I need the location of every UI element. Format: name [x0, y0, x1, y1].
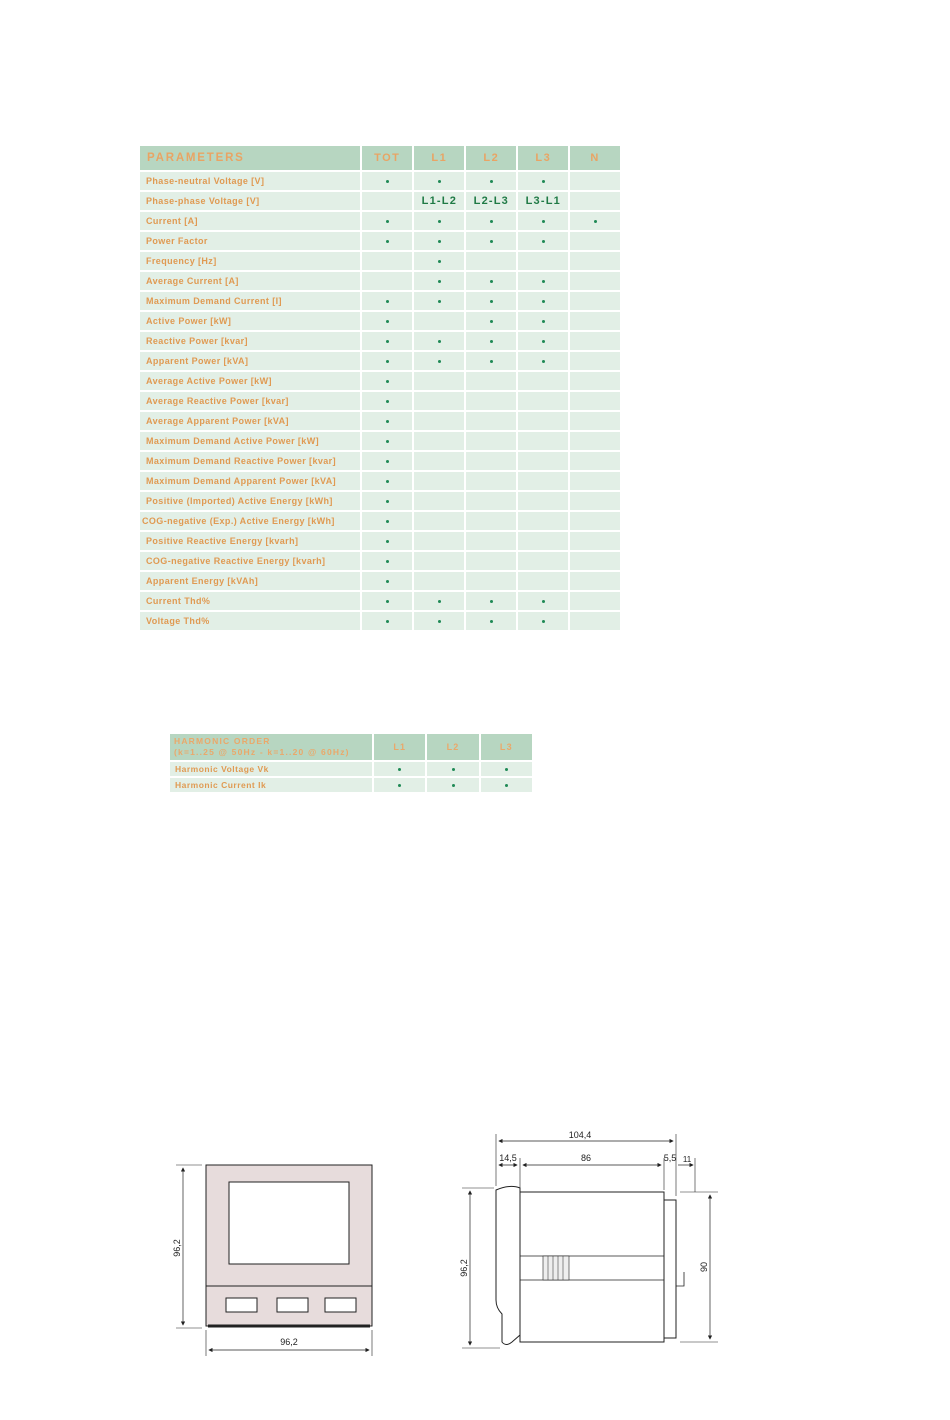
check-dot — [438, 360, 441, 363]
table-row — [140, 412, 620, 430]
row-label: Maximum Demand Current [I] — [140, 292, 360, 310]
check-dot — [386, 240, 389, 243]
harmonic-header-l2: L2 — [427, 734, 478, 760]
check-dot — [386, 300, 389, 303]
check-dot — [438, 260, 441, 263]
table-row — [140, 592, 620, 610]
row-label: COG-negative Reactive Energy [kvarh] — [140, 552, 360, 570]
harmonic-header-l3: L3 — [481, 734, 532, 760]
table-row — [140, 292, 620, 310]
table-row — [140, 212, 620, 230]
row-label: Phase-phase Voltage [V] — [140, 192, 360, 210]
side-total-depth-label: 104,4 — [568, 1130, 592, 1140]
row-label: Active Power [kW] — [140, 312, 360, 330]
check-dot — [438, 600, 441, 603]
parameters-header-row — [140, 146, 620, 170]
table-row — [140, 272, 620, 290]
row-label: Harmonic Voltage Vk — [170, 762, 372, 776]
row-label: Power Factor — [140, 232, 360, 250]
check-dot — [386, 340, 389, 343]
check-dot — [490, 340, 493, 343]
row-label: Phase-neutral Voltage [V] — [140, 172, 360, 190]
check-dot — [386, 600, 389, 603]
table-row — [140, 572, 620, 590]
table-row — [140, 312, 620, 330]
check-dot — [490, 620, 493, 623]
check-dot — [438, 300, 441, 303]
check-dot — [490, 300, 493, 303]
table-row — [140, 252, 620, 270]
harmonic-header-row — [170, 734, 532, 760]
harmonic-order-header — [170, 734, 372, 760]
table-row — [140, 372, 620, 390]
harmonic-order-range: (k=1..25 @ 50Hz - k=1..20 @ 60Hz) — [174, 747, 350, 757]
check-dot — [438, 240, 441, 243]
check-dot — [386, 500, 389, 503]
check-dot — [542, 320, 545, 323]
phase-pair-l1-l2: L1-L2 — [421, 195, 458, 207]
check-dot — [542, 600, 545, 603]
phase-pair-l2-l3: L2-L3 — [473, 195, 509, 207]
row-label: Maximum Demand Apparent Power [kVA] — [140, 472, 360, 490]
side-front-depth-label: 14,5 — [499, 1153, 517, 1163]
row-label: Positive (Imported) Active Energy [kWh] — [140, 492, 360, 510]
check-dot — [542, 280, 545, 283]
check-dot — [490, 280, 493, 283]
side-rear-height-label: 90 — [699, 1261, 709, 1273]
check-dot — [490, 600, 493, 603]
table-row — [170, 762, 532, 776]
dimension-drawings — [150, 1120, 750, 1370]
check-dot — [438, 220, 441, 223]
check-dot — [386, 380, 389, 383]
check-dot — [386, 420, 389, 423]
check-dot — [386, 440, 389, 443]
phase-pair-l3-l1: L3-L1 — [525, 195, 561, 207]
check-dot — [386, 560, 389, 563]
table-row — [140, 352, 620, 370]
check-dot — [542, 360, 545, 363]
check-dot — [438, 180, 441, 183]
table-row — [140, 512, 620, 530]
table-row — [140, 432, 620, 450]
front-button — [277, 1298, 308, 1312]
table-row — [140, 472, 620, 490]
side-gap-label: 5,5 — [663, 1153, 677, 1163]
header-parameters: PARAMETERS — [140, 146, 360, 170]
check-dot — [386, 220, 389, 223]
table-row — [170, 778, 532, 792]
check-dot — [386, 620, 389, 623]
check-dot — [386, 400, 389, 403]
check-dot — [386, 520, 389, 523]
row-label: Apparent Power [kVA] — [140, 352, 360, 370]
front-view — [172, 1165, 372, 1356]
check-dot — [386, 180, 389, 183]
check-dot — [386, 580, 389, 583]
check-dot — [398, 784, 401, 787]
harmonic-table — [168, 732, 534, 794]
table-row — [140, 172, 620, 190]
front-button — [226, 1298, 257, 1312]
check-dot — [542, 620, 545, 623]
header-l1: L1 — [414, 146, 464, 170]
side-view — [459, 1130, 718, 1348]
check-dot — [542, 180, 545, 183]
check-dot — [490, 320, 493, 323]
row-label: Reactive Power [kvar] — [140, 332, 360, 350]
header-tot: TOT — [362, 146, 412, 170]
table-row — [140, 392, 620, 410]
row-label: Current Thd% — [140, 592, 360, 610]
header-n: N — [570, 146, 620, 170]
row-label: Average Apparent Power [kVA] — [140, 412, 360, 430]
table-row — [140, 492, 620, 510]
row-label: Average Reactive Power [kvar] — [140, 392, 360, 410]
check-dot — [452, 768, 455, 771]
header-l2: L2 — [466, 146, 516, 170]
check-dot — [438, 280, 441, 283]
check-dot — [438, 620, 441, 623]
check-dot — [490, 360, 493, 363]
check-dot — [505, 784, 508, 787]
check-dot — [542, 300, 545, 303]
check-dot — [542, 220, 545, 223]
table-row — [140, 532, 620, 550]
front-height-label: 96,2 — [172, 1239, 182, 1257]
front-button — [325, 1298, 356, 1312]
check-dot — [505, 768, 508, 771]
row-label: Positive Reactive Energy [kvarh] — [140, 532, 360, 550]
row-label: COG-negative (Exp.) Active Energy [kWh] — [140, 512, 360, 530]
check-dot — [490, 220, 493, 223]
check-dot — [386, 360, 389, 363]
parameters-table — [138, 144, 622, 632]
harmonic-order-title: HARMONIC ORDER — [174, 736, 271, 746]
table-row — [140, 552, 620, 570]
row-label: Harmonic Current Ik — [170, 778, 372, 792]
table-row — [140, 612, 620, 630]
check-dot — [398, 768, 401, 771]
row-label: Apparent Energy [kVAh] — [140, 572, 360, 590]
row-label: Maximum Demand Reactive Power [kvar] — [140, 452, 360, 470]
check-dot — [542, 340, 545, 343]
check-dot — [490, 180, 493, 183]
row-label: Current [A] — [140, 212, 360, 230]
check-dot — [386, 320, 389, 323]
row-label: Maximum Demand Active Power [kW] — [140, 432, 360, 450]
check-dot — [386, 540, 389, 543]
table-row — [140, 452, 620, 470]
table-row — [140, 192, 620, 210]
row-label: Average Current [A] — [140, 272, 360, 290]
check-dot — [386, 460, 389, 463]
front-width-label: 96,2 — [280, 1337, 298, 1347]
check-dot — [542, 240, 545, 243]
row-label: Frequency [Hz] — [140, 252, 360, 270]
side-height-label: 96,2 — [459, 1259, 469, 1277]
header-l3: L3 — [518, 146, 568, 170]
check-dot — [490, 240, 493, 243]
row-label: Average Active Power [kW] — [140, 372, 360, 390]
table-row — [140, 232, 620, 250]
side-body-depth-label: 86 — [580, 1153, 592, 1163]
side-terminal-label: 11 — [682, 1155, 692, 1164]
check-dot — [438, 340, 441, 343]
row-label: Voltage Thd% — [140, 612, 360, 630]
harmonic-header-l1: L1 — [374, 734, 425, 760]
table-row — [140, 332, 620, 350]
check-dot — [386, 480, 389, 483]
check-dot — [452, 784, 455, 787]
check-dot — [594, 220, 597, 223]
